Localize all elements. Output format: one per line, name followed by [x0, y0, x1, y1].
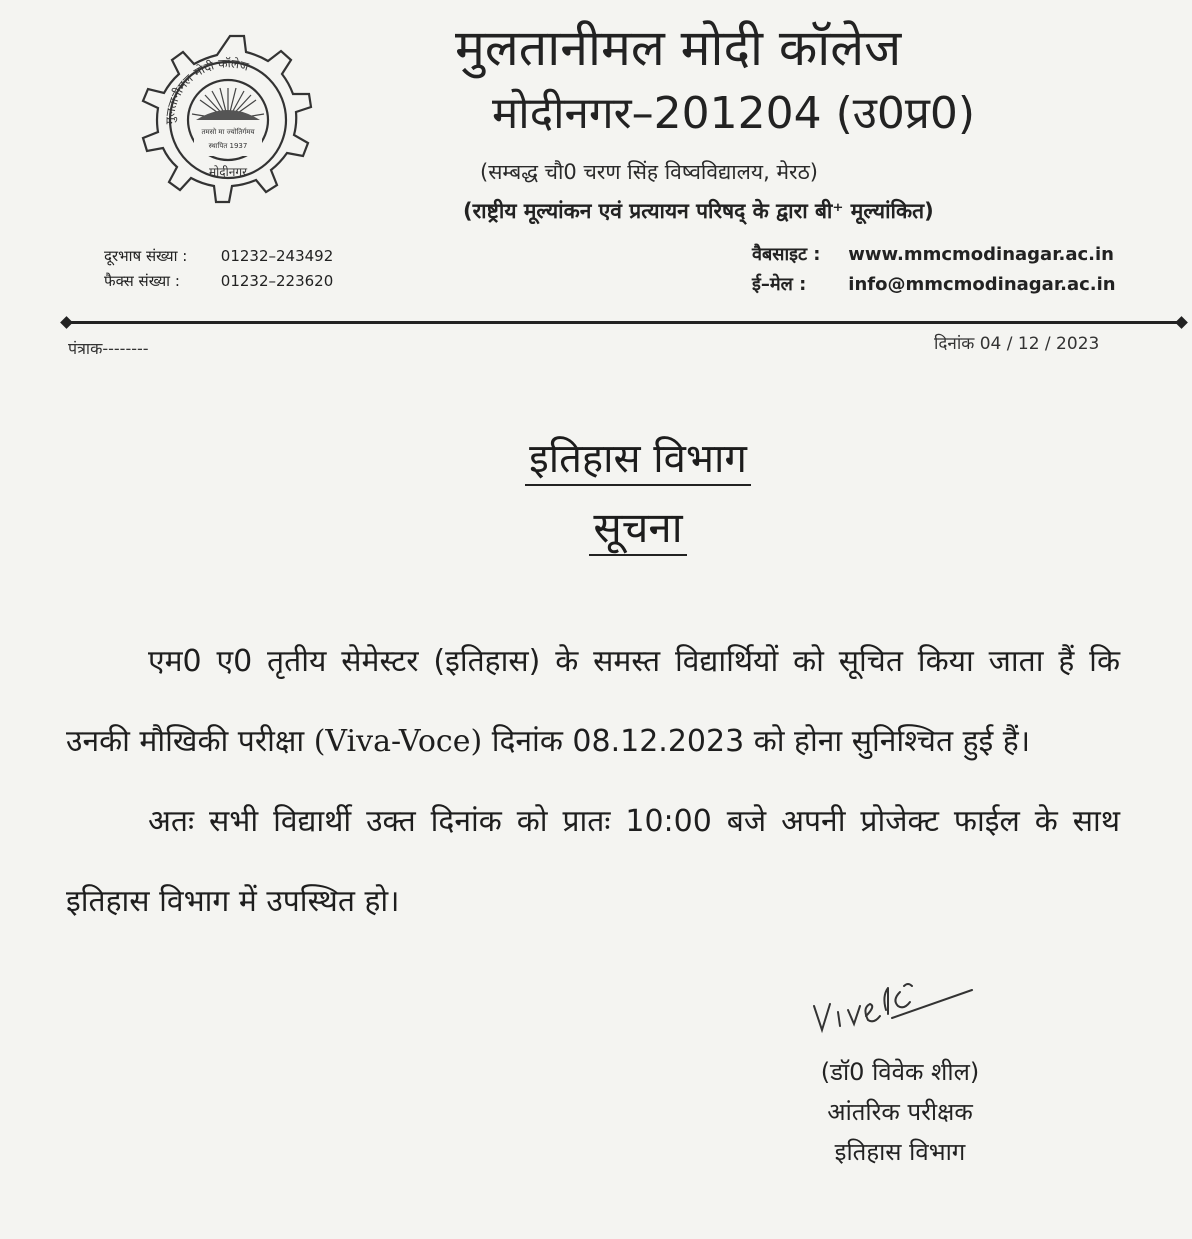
notice-paragraph-1: [66, 622, 1120, 782]
notice-paragraph-2: अतः सभी विद्यार्थी उक्त दिनांक को प्रातः 10:00 बजे अपनी प्रोजेक्ट फाईल के साथ इतिहास विभाग में उपस्थित हो।: [66, 804, 1120, 919]
logo-motto: तमसो मा ज्योतिर्गमय: [201, 128, 255, 136]
logo-ring-text: मुलतानीमल मोदी कॉलेज: [162, 56, 251, 125]
contact-phone-fax: [104, 244, 333, 294]
website-link[interactable]: www.mmcmodinagar.ac.in: [848, 244, 1114, 265]
signatory-department: इतिहास विभाग: [834, 1138, 966, 1166]
signatory-designation: आंतरिक परीक्षक: [827, 1098, 973, 1126]
department-heading: [0, 432, 1192, 486]
fax-label: फैक्स संख्या :: [104, 272, 180, 290]
email-link[interactable]: info@mmcmodinagar.ac.in: [848, 274, 1116, 295]
fax-row: [104, 269, 333, 294]
para1-viva-voce: (Viva-Voce): [313, 724, 483, 759]
para1-part-b: दिनांक 08.12.2023 को होना सुनिश्चित हुई हैं।: [482, 724, 1031, 759]
department-heading-text: इतिहास विभाग: [525, 436, 751, 486]
website-label: वैबसाइट :: [752, 244, 821, 265]
divider-end-right: [1175, 316, 1188, 329]
fax-number: 01232–223620: [220, 272, 334, 290]
phone-number: 01232–243492: [220, 247, 334, 265]
college-name: मुलतानीमल मोदी कॉलेज: [455, 19, 902, 77]
email-row: [752, 270, 1116, 300]
notice-heading-text: सूचना: [589, 503, 686, 556]
notice-body: [66, 622, 1120, 942]
letter-date: दिनांक 04 / 12 / 2023: [934, 334, 1100, 354]
signature-image: [808, 966, 978, 1042]
email-label: ई–मेल :: [752, 274, 807, 295]
header-divider: [66, 321, 1184, 324]
logo-established: स्थापित 1937: [208, 142, 248, 150]
signatory-name: (डॉ0 विवेक शील): [820, 1058, 980, 1086]
para1-part-a: एम0 ए0 तृतीय सेमेस्टर (इतिहास) के समस्त विद्यार्थियों को सूचित किया जाता हैं कि उनकी मौखिकी परीक्षा: [66, 644, 1120, 759]
affiliation-line: (सम्बद्ध चौ0 चरण सिंह विष्वविद्यालय, मेरठ): [480, 160, 818, 184]
phone-label: दूरभाष संख्या :: [104, 247, 188, 265]
notice-heading: [0, 500, 1192, 556]
reference-number: पंत्राक--------: [68, 339, 149, 358]
contact-web-email: [752, 240, 1116, 300]
college-logo-gear-icon: [108, 24, 352, 232]
website-row: [752, 240, 1116, 270]
college-address: मोदीनगर–201204 (उ0प्र0): [492, 88, 976, 139]
phone-row: [104, 244, 333, 269]
signatory-block: [790, 1052, 1010, 1172]
accreditation-line: (राष्ट्रीय मूल्यांकन एवं प्रत्यायन परिषद् के द्वारा बी⁺ मूल्यांकित): [463, 199, 934, 223]
logo-city: मोदीनगर: [208, 165, 248, 179]
